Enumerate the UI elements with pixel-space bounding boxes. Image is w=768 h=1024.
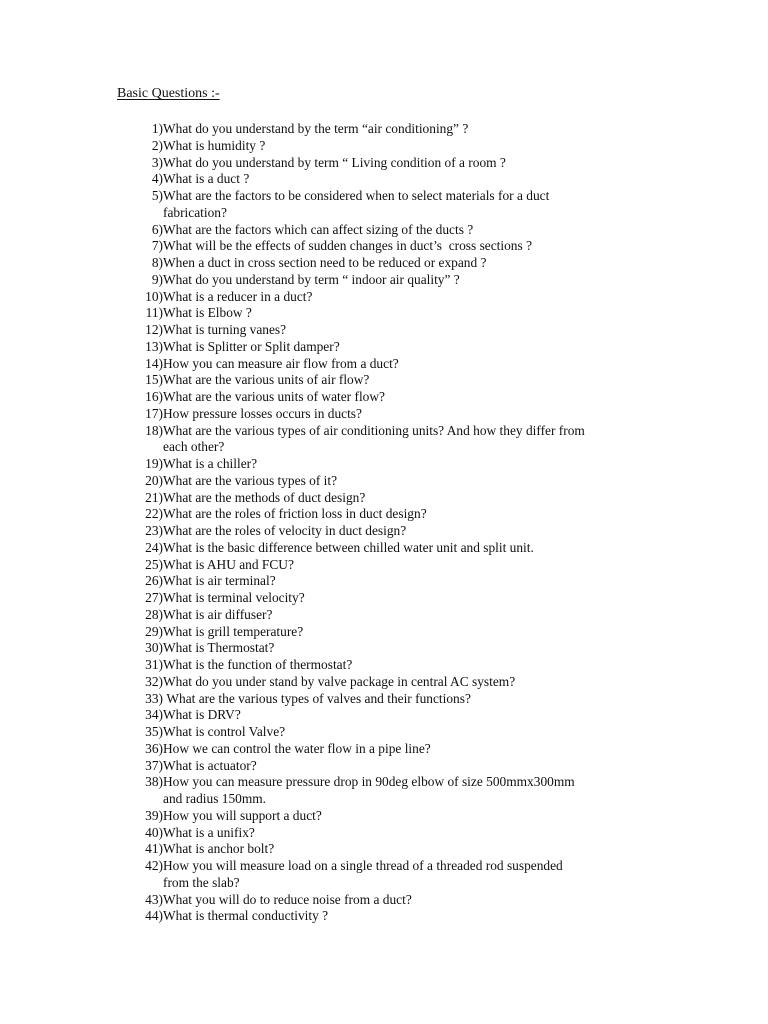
question-text: What do you understand by term “ Living condition of a room ?	[163, 154, 506, 170]
question-item	[0, 557, 768, 574]
question-number: 32)	[145, 673, 163, 689]
question-item	[0, 808, 768, 825]
question-number: 29)	[145, 623, 163, 639]
question-number: 36)	[145, 740, 163, 756]
question-text: What is a duct ?	[163, 171, 250, 187]
question-number: 1)	[151, 121, 163, 136]
question-item	[0, 389, 768, 406]
question-item	[0, 188, 768, 222]
question-number: 14)	[145, 355, 163, 371]
question-text: What are the various types of it?	[163, 472, 338, 488]
question-item	[0, 624, 768, 641]
question-text: What is the function of thermostat?	[163, 657, 353, 672]
question-item	[0, 657, 768, 674]
question-item	[0, 490, 768, 507]
question-text: How we can control the water flow in a pipe line?	[163, 740, 431, 756]
question-item	[0, 724, 768, 741]
question-text: What is DRV?	[163, 707, 241, 723]
question-text: What will be the effects of sudden changes in duct’s cross sections ?	[163, 238, 533, 254]
question-item	[0, 758, 768, 775]
question-item	[0, 305, 768, 322]
question-number: 26)	[145, 573, 163, 589]
question-text: What is air terminal?	[163, 573, 276, 589]
question-item	[0, 640, 768, 657]
question-text: What are the various units of water flow?	[163, 389, 385, 404]
question-text: What do you understand by term “ indoor air quality” ?	[163, 271, 460, 287]
question-item	[0, 121, 768, 138]
question-number: 30)	[145, 640, 163, 656]
question-number: 17)	[145, 405, 163, 421]
question-text: What is air diffuser?	[163, 606, 273, 622]
question-number: 13)	[145, 338, 163, 354]
question-text: How you will support a duct?	[163, 807, 322, 823]
question-text: When a duct in cross section need to be reduced or expand ?	[163, 255, 487, 270]
question-text: What is humidity ?	[163, 137, 266, 153]
question-text: What is control Valve?	[163, 724, 286, 739]
question-list	[0, 121, 768, 925]
question-number: 40)	[145, 824, 163, 840]
question-number: 11)	[145, 305, 163, 321]
question-item	[0, 322, 768, 339]
question-number: 5)	[151, 188, 163, 203]
question-item	[0, 741, 768, 758]
question-item	[0, 456, 768, 473]
question-number: 22)	[145, 506, 163, 522]
question-item	[0, 774, 768, 808]
question-text: What is the basic difference between chilled water unit and split unit.	[163, 539, 534, 555]
question-text: What are the methods of duct design?	[163, 489, 366, 505]
question-number: 24)	[145, 539, 163, 555]
question-item	[0, 372, 768, 389]
question-text: How you can measure pressure drop in 90deg elbow of size 500mmx300mm	[163, 774, 575, 790]
question-item	[0, 607, 768, 624]
question-number: 31)	[145, 657, 163, 672]
question-text: What is anchor bolt?	[163, 841, 275, 857]
question-text-continuation: and radius 150mm.	[163, 791, 267, 806]
question-text: What are the factors to be considered when to select materials for a duct	[163, 188, 550, 203]
question-text: What are the various types of valves and their functions?	[163, 690, 471, 706]
question-item	[0, 155, 768, 172]
question-item	[0, 858, 768, 892]
question-text: What is grill temperature?	[163, 623, 304, 639]
question-text: How you will measure load on a single thread of a threaded rod suspended	[163, 858, 563, 873]
question-number: 27)	[145, 590, 163, 605]
question-item	[0, 841, 768, 858]
question-text: What are the various units of air flow?	[163, 372, 370, 388]
question-item	[0, 238, 768, 255]
question-number: 18)	[145, 422, 163, 438]
question-number: 34)	[145, 707, 163, 723]
question-text: What is turning vanes?	[163, 322, 287, 337]
question-number: 41)	[145, 841, 163, 857]
question-number: 33)	[145, 690, 163, 706]
question-number: 20)	[145, 472, 163, 488]
question-text: What is Elbow ?	[163, 305, 252, 321]
question-number: 9)	[151, 271, 163, 287]
question-number: 43)	[145, 891, 163, 907]
section-heading: Basic Questions :-	[117, 86, 220, 101]
question-number: 19)	[145, 456, 163, 471]
question-number: 44)	[145, 908, 163, 924]
question-item	[0, 892, 768, 909]
question-text: What do you under stand by valve package in central AC system?	[163, 673, 516, 689]
question-number: 8)	[151, 255, 163, 270]
question-item	[0, 289, 768, 306]
question-item	[0, 540, 768, 557]
question-item	[0, 473, 768, 490]
question-item	[0, 138, 768, 155]
question-item	[0, 573, 768, 590]
question-number: 28)	[145, 606, 163, 622]
question-item	[0, 423, 768, 457]
question-text: What is thermal conductivity ?	[163, 908, 329, 924]
question-text-continuation: from the slab?	[163, 874, 240, 890]
question-item	[0, 171, 768, 188]
question-number: 7)	[151, 238, 163, 254]
question-text: What is a chiller?	[163, 456, 258, 471]
question-item	[0, 691, 768, 708]
question-number: 23)	[145, 523, 163, 538]
question-text: How pressure losses occurs in ducts?	[163, 405, 362, 421]
question-item	[0, 674, 768, 691]
question-item	[0, 825, 768, 842]
question-number: 6)	[151, 221, 163, 237]
question-number: 21)	[145, 489, 163, 505]
question-number: 35)	[145, 724, 163, 739]
question-number: 39)	[145, 807, 163, 823]
question-number: 38)	[145, 774, 163, 790]
question-text: How you can measure air flow from a duct?	[163, 355, 399, 371]
question-number: 2)	[151, 137, 163, 153]
question-text: What is a reducer in a duct?	[163, 288, 313, 304]
question-text: What is terminal velocity?	[163, 590, 305, 605]
question-item	[0, 590, 768, 607]
question-number: 42)	[145, 858, 163, 873]
question-item	[0, 255, 768, 272]
question-text-continuation: each other?	[163, 439, 225, 455]
question-number: 37)	[145, 757, 163, 773]
question-number: 12)	[145, 322, 163, 337]
question-text-continuation: fabrication?	[163, 204, 227, 220]
question-item	[0, 707, 768, 724]
question-item	[0, 356, 768, 373]
question-item	[0, 272, 768, 289]
question-text: What are the factors which can affect sizing of the ducts ?	[163, 221, 474, 237]
question-number: 25)	[145, 556, 163, 572]
question-item	[0, 908, 768, 925]
question-item	[0, 523, 768, 540]
question-text: What is Splitter or Split damper?	[163, 338, 340, 354]
question-number: 16)	[145, 389, 163, 404]
question-text: What you will do to reduce noise from a duct?	[163, 891, 412, 907]
question-item	[0, 406, 768, 423]
question-number: 15)	[145, 372, 163, 388]
question-text: What is actuator?	[163, 757, 257, 773]
question-text: What are the roles of friction loss in duct design?	[163, 506, 427, 522]
question-text: What is AHU and FCU?	[163, 556, 294, 572]
question-text: What are the various types of air conditioning units? And how they differ from	[163, 422, 585, 438]
question-text: What is a unifix?	[163, 824, 255, 840]
question-item	[0, 506, 768, 523]
question-item	[0, 339, 768, 356]
question-number: 3)	[151, 154, 163, 170]
question-number: 4)	[151, 171, 163, 187]
question-number: 10)	[145, 288, 163, 304]
question-text: What do you understand by the term “air conditioning” ?	[163, 121, 469, 136]
question-text: What is Thermostat?	[163, 640, 275, 656]
question-item	[0, 222, 768, 239]
question-text: What are the roles of velocity in duct design?	[163, 523, 407, 538]
